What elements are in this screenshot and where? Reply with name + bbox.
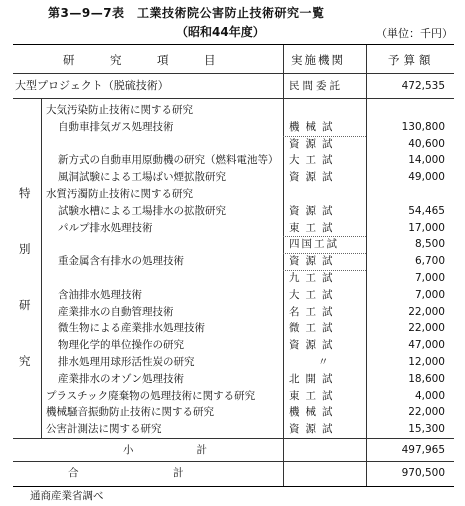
row-org: 資源試	[289, 423, 339, 436]
source-note: 通商産業省調べ	[30, 490, 104, 502]
row-item: 公害計測法に関する研究	[46, 423, 162, 436]
row-item: パルプ排水処理技術	[58, 221, 153, 234]
header-item: 研 究 項 目	[63, 53, 228, 67]
row-org: 機械試	[289, 120, 339, 133]
data-table	[13, 44, 454, 487]
subtotal-rule	[13, 438, 454, 439]
row-org: 資源試	[289, 339, 339, 352]
row-item: プラスチック廃棄物の処理技術に関する研究	[46, 389, 256, 402]
total-label: 合 計	[68, 467, 184, 479]
header-rule	[13, 73, 454, 74]
side-divider	[41, 99, 42, 438]
row-item: 重金属含有排水の処理技術	[58, 255, 184, 268]
row-value: 54,465	[408, 204, 445, 217]
row-item: 風洞試験による工場ばい煙拡散研究	[58, 171, 226, 184]
table-subtitle: （昭和44年度）	[176, 25, 265, 39]
row-org: 資源試	[289, 204, 339, 217]
row-value: 40,600	[408, 137, 445, 150]
row-value: 4,000	[414, 389, 445, 402]
unit-label: （単位：千円）	[376, 27, 453, 40]
row-value: 22,000	[408, 322, 445, 335]
row-org: 東工試	[289, 221, 339, 234]
side-label-char: 特	[19, 186, 31, 200]
total-value: 970,500	[401, 467, 445, 479]
side-label-char: 別	[19, 242, 31, 256]
row-org: 資源試	[289, 137, 339, 150]
row-value: 49,000	[408, 171, 445, 184]
subtotal-value: 497,965	[401, 444, 445, 456]
row-value: 7,000	[414, 288, 445, 301]
row-item: 大気汚染防止技術に関する研究	[46, 104, 193, 116]
side-label-char: 究	[19, 354, 31, 368]
row-org: 微工試	[289, 322, 339, 335]
row-item: 物理化学的単位操作の研究	[58, 339, 184, 352]
row-org: 名工試	[289, 305, 339, 318]
row-value: 17,000	[408, 221, 445, 234]
section-rule	[13, 98, 454, 99]
row-org: 資源試	[289, 255, 339, 268]
total-rule	[13, 461, 454, 462]
row-org: 北開試	[289, 372, 339, 385]
row-item: 機械騒音振動防止技術に関する研究	[46, 406, 214, 419]
row-item: 産業排水の自動管理技術	[58, 305, 174, 318]
row-org: 大工試	[289, 288, 339, 301]
row-value: 7,000	[414, 272, 445, 284]
big-project-value: 472,535	[401, 80, 445, 92]
row-value: 22,000	[408, 305, 445, 318]
header-org: 実施機関	[291, 53, 345, 67]
row-value: 22,000	[408, 406, 445, 419]
row-item: 産業排水のオゾン処理技術	[58, 372, 184, 385]
row-org: 資源試	[289, 171, 339, 184]
row-item: 自動車排気ガス処理技術	[58, 120, 174, 133]
row-org: 〃	[318, 356, 335, 368]
row-value: 47,000	[408, 339, 445, 352]
table-title: 第3—9—7表 工業技術院公害防止技術研究一覧	[48, 6, 325, 20]
row-org: 九工試	[289, 272, 339, 284]
row-item: 新方式の自動車用原動機の研究（燃料電池等）	[58, 154, 279, 167]
column-divider	[283, 45, 284, 486]
row-org: 大工試	[289, 154, 339, 167]
row-value: 6,700	[414, 255, 445, 268]
row-value: 8,500	[414, 238, 445, 251]
row-item: 試験水槽による工場排水の拡散研究	[58, 204, 226, 217]
row-value: 14,000	[408, 154, 445, 167]
row-item: 微生物による産業排水処理技術	[58, 322, 205, 335]
row-value: 130,800	[401, 120, 445, 133]
row-item: 排水処理用球形活性炭の研究	[58, 356, 195, 368]
big-project-label: 大型プロジェクト（脱硫技術）	[15, 79, 169, 92]
row-item: 水質汚濁防止技術に関する研究	[46, 188, 193, 200]
row-org: 四国工試	[289, 238, 339, 251]
row-value: 18,600	[408, 372, 445, 385]
row-value: 15,300	[408, 423, 445, 436]
big-project-org: 民間委託	[289, 80, 343, 92]
header-budget: 予算額	[388, 53, 435, 67]
subtotal-label: 小 計	[123, 444, 207, 456]
side-label-char: 研	[19, 298, 31, 312]
row-item: 含油排水処理技術	[58, 288, 142, 301]
row-org: 東工試	[289, 389, 339, 402]
row-org: 機械試	[289, 406, 339, 419]
row-value: 12,000	[408, 356, 445, 368]
